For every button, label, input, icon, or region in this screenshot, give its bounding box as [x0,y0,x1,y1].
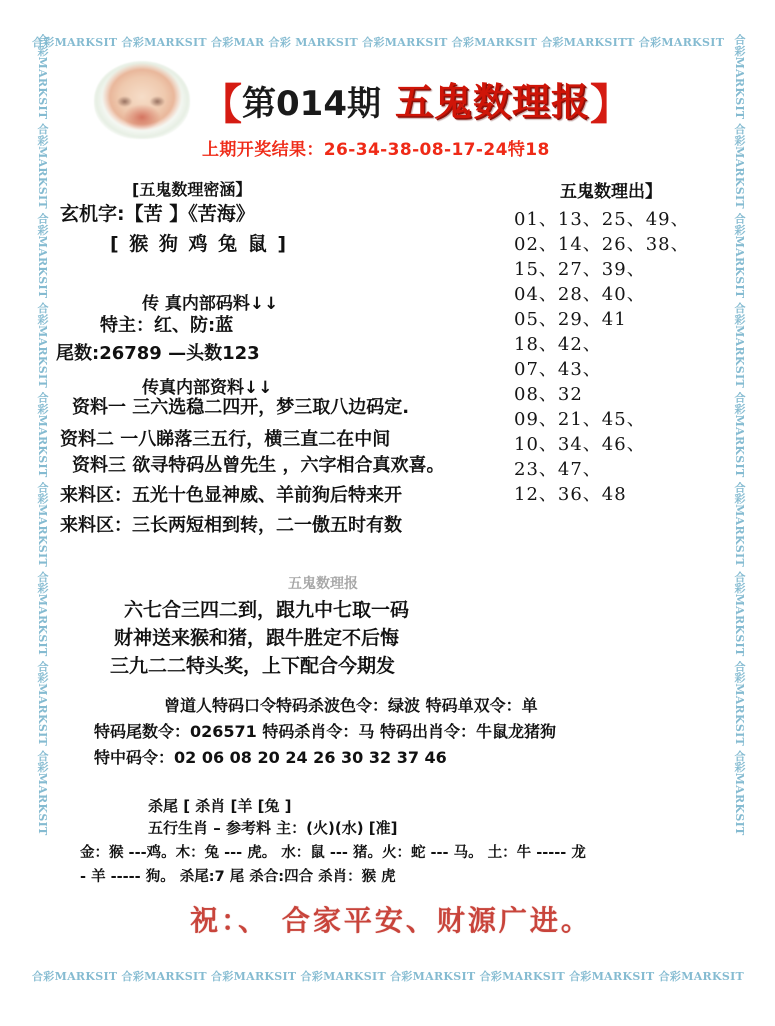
page-title [200,71,720,129]
zodiac-list-line: [ 猴 狗 鸡 兔 鼠 ] [110,233,289,255]
number-list [514,207,730,507]
main-columns [52,177,730,597]
fax-data-title: 传真内部资料↓↓ [142,378,273,398]
xuanji-character-line: 玄机字:【苦 】《苦海》 [60,203,255,225]
poem-line: 三九二二特头奖，上下配合今期发 [110,655,396,677]
border-watermark-top: 合彩MARKSIT 合彩MARKSIT 合彩MAR 合彩 MARKSIT 合彩MARKSIT 合彩MARKSIT 合彩MARKSITT 合彩MARKSIT [32,36,725,49]
number-row: 15、27、39、 [514,259,646,280]
last-draw-result: 上期开奖结果：26-34-38-08-17-24特18 [202,140,550,160]
laiiao-line-2: 来料区：三长两短相到转，二一傲五时有数 [60,515,402,536]
number-row: 10、34、46、 [514,434,646,455]
order-line-3: 特中码令：02 06 08 20 24 26 30 32 37 46 [94,748,447,767]
border-watermark-bottom: 合彩MARKSIT 合彩MARKSIT 合彩MARKSIT 合彩MARKSIT 合彩MARKSIT 合彩MARKSIT 合彩MARKSIT 合彩MARKSIT [32,970,745,983]
title-bracket-close-icon: 】 [590,80,633,129]
number-row: 08、32 [514,384,583,405]
shuli-out-section-title: 五鬼数理出】 [560,182,662,202]
poem-line: 六七合三四二到，跟九中七取一码 [124,599,410,621]
order-line-2: 特码尾数令：026571 特码杀肖令：马 特码出肖令：牛鼠龙猪狗 [94,722,556,741]
fax-code-title: 传 真内部码料↓↓ [142,294,279,314]
border-watermark-left: 合彩MARKSIT 合彩MARKSIT 合彩MARKSIT 合彩MARKSIT 合彩MARKSIT 合彩MARKSIT 合彩MARKSIT 合彩MARKSIT 合彩MARKSIT [36,34,49,836]
portrait-avatar [94,61,190,139]
poem-faint-heading: 五鬼数理报 [288,576,358,592]
number-row: 18、42、 [514,334,602,355]
title-bracket-open-icon: 【 [200,80,243,129]
poem-line: 财神送来猴和猪，跟牛胜定不后悔 [114,627,400,649]
mihan-section-title: [五鬼数理密涵】 [132,180,252,199]
paper-name: 五鬼数理报 [395,79,591,124]
issue-number: 第014期 [242,84,381,124]
laiiao-line-1: 来料区：五光十色显神威、羊前狗后特来开 [60,485,402,506]
tezhu-color-line: 特主：红、防:蓝 [100,315,234,336]
number-row: 07、43、 [514,359,602,380]
number-row: 04、28、40、 [514,284,646,305]
ziliao-line-3: 资料三 欲寻特码丛曾先生 ，六字相合真欢喜。 [72,455,445,476]
blessing-text: 祝：、 合家平安、财源广进。 [190,904,592,937]
number-row: 12、36、48 [514,484,627,505]
wuxing-mapping-line-2: - 羊 ----- 狗。 杀尾:7 尾 杀合:四合 杀肖：猴 虎 [80,869,396,885]
order-line-1: 曾道人特码口令特码杀波色令：绿波 特码单双令：单 [164,696,538,715]
border-watermark-right: 合彩MARKSIT 合彩MARKSIT 合彩MARKSIT 合彩MARKSIT 合彩MARKSIT 合彩MARKSIT 合彩MARKSIT 合彩MARKSIT 合彩MARKSIT [733,34,746,836]
content-frame [52,53,730,969]
ziliao-line-2: 资料二 一八睇落三五行，横三直二在中间 [60,429,391,450]
wuxing-mapping-line-1: 金：猴 ---鸡。木：兔 --- 虎。 水：鼠 --- 猪。火：蛇 --- 马。 土：牛 ----- 龙 [80,845,586,861]
number-row: 02、14、26、38、 [514,234,690,255]
wuxing-reference-line: 五行生肖 – 参考料 主：(火)(水) [准] [148,819,398,837]
number-row: 23、47、 [514,459,602,480]
weishu-toushu-line: 尾数:26789 —头数123 [56,343,260,364]
number-row: 01、13、25、49、 [514,209,690,230]
header [52,53,730,173]
shawei-shaxiao-line: 杀尾 [ 杀肖 [羊 [兔 ] [148,797,292,815]
number-row: 09、21、45、 [514,409,646,430]
number-row: 05、29、41 [514,309,627,330]
footer-section [52,795,730,915]
poem-section [52,573,730,683]
ziliao-line-1: 资料一 三六选稳二四开，梦三取八边码定. [72,397,410,418]
orders-section [52,693,730,773]
